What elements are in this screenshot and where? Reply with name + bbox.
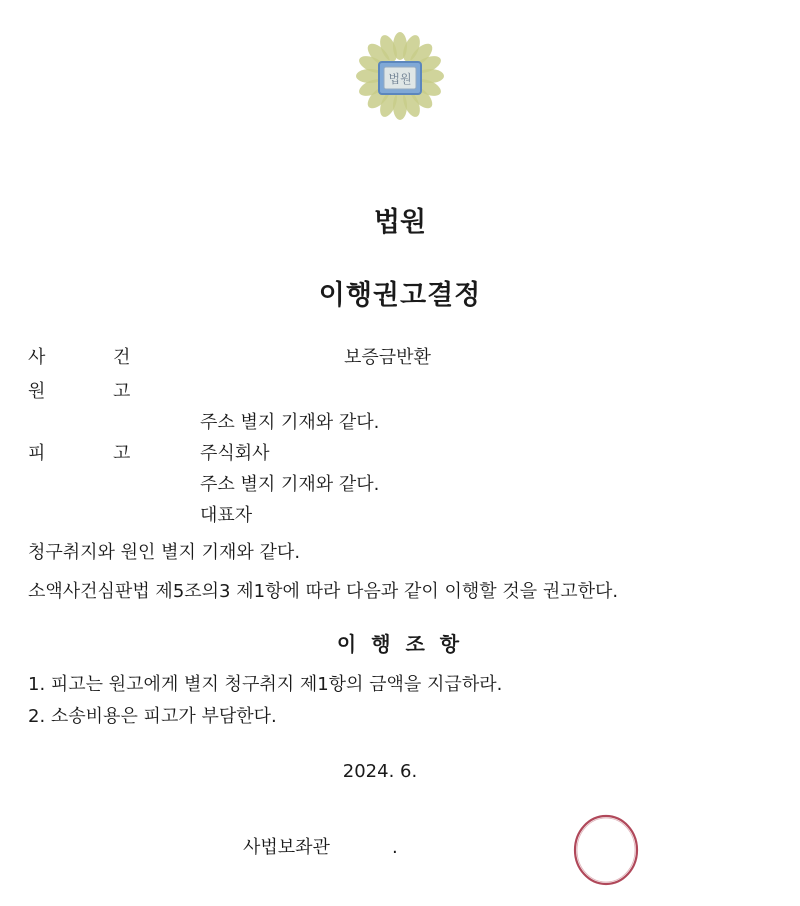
term-item-1: 1. 피고는 원고에게 별지 청구취지 제1항의 금액을 지급하라. bbox=[28, 674, 503, 695]
signer-mark: . bbox=[392, 837, 398, 858]
defendant-representative: 대표자 bbox=[200, 505, 253, 526]
decision-date: 2024. 6. bbox=[342, 761, 418, 782]
seal-text: 법원 bbox=[388, 72, 412, 86]
court-seal bbox=[352, 30, 448, 122]
case-name: 보증금반환 bbox=[344, 347, 431, 368]
claim-note: 청구취지와 원인 별지 기재와 같다. bbox=[28, 542, 301, 563]
case-label-b: 건 bbox=[113, 347, 131, 368]
plaintiff-address: 주소 별지 기재와 같다. bbox=[200, 412, 380, 433]
defendant-label-b: 고 bbox=[113, 443, 131, 464]
document-title: 이행권고결정 bbox=[318, 280, 482, 311]
official-stamp bbox=[568, 800, 646, 896]
court-name: 법원 bbox=[373, 207, 427, 238]
terms-heading: 이 행 조 항 bbox=[336, 632, 464, 656]
case-label-a: 사 bbox=[28, 347, 46, 368]
term-item-2: 2. 소송비용은 피고가 부담한다. bbox=[28, 706, 277, 727]
defendant-company: 주식회사 bbox=[200, 443, 270, 464]
plaintiff-label-b: 고 bbox=[113, 381, 131, 402]
signer-title: 사법보좌관 bbox=[243, 837, 330, 858]
recommendation-text: 소액사건심판법 제5조의3 제1항에 따라 다음과 같이 이행할 것을 권고한다. bbox=[28, 581, 619, 602]
defendant-address: 주소 별지 기재와 같다. bbox=[200, 474, 380, 495]
stamp-circle-icon bbox=[568, 800, 646, 896]
plaintiff-label-a: 원 bbox=[28, 381, 46, 402]
defendant-label-a: 피 bbox=[28, 443, 46, 464]
court-emblem-icon bbox=[352, 30, 448, 122]
